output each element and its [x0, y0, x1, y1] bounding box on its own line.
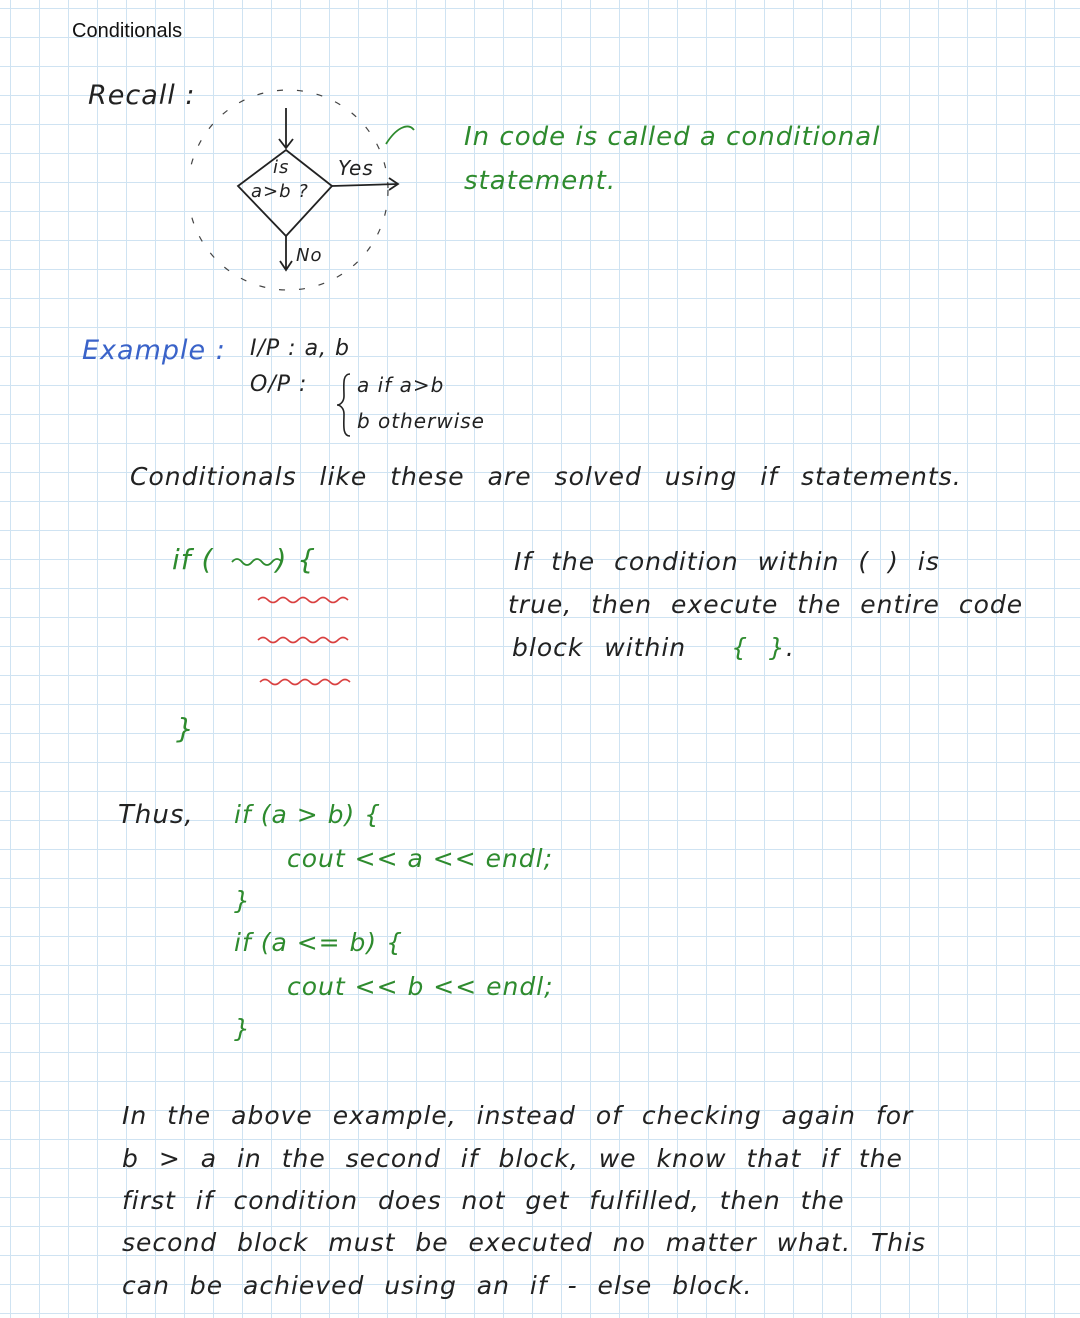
- example-input-line: I/P : a, b: [250, 336, 350, 361]
- if-template-open: if (: [172, 543, 214, 576]
- code-squiggle-1: [258, 598, 348, 603]
- placeholder-squiggles: [170, 540, 370, 690]
- recall-note-line-1: In code is called a conditional: [464, 122, 881, 152]
- explanation-line-1: If the condition within ( ) is: [514, 547, 940, 576]
- code-line: cout << a << endl;: [287, 844, 554, 873]
- explanation-line-3-braces: { }: [731, 633, 786, 662]
- code-line: }: [234, 886, 251, 915]
- paragraph-line: first if condition does not get fulfilled, then the: [122, 1186, 845, 1215]
- flowchart-no-label: No: [296, 245, 323, 266]
- paragraph-line: b > a in the second if block, we know that if the: [122, 1144, 903, 1173]
- explanation-line-2: true, then execute the entire code: [508, 590, 1024, 619]
- code-line: cout << b << endl;: [287, 972, 554, 1001]
- explanation-line-3-end: .: [785, 633, 795, 662]
- if-template-close-brace: }: [176, 712, 195, 745]
- explanation-line-3-text: block within: [512, 633, 687, 662]
- example-output-label: O/P :: [250, 372, 308, 397]
- example-output-case-2: b otherwise: [357, 409, 485, 433]
- code-line: if (a <= b) {: [234, 928, 404, 957]
- conditionals-sentence: Conditionals like these are solved using if statements.: [130, 462, 962, 491]
- flowchart-yes-label: Yes: [338, 156, 374, 180]
- flowchart-callout-arrow: [386, 126, 414, 144]
- output-brace: [334, 372, 354, 438]
- example-label: Example :: [82, 335, 226, 366]
- condition-squiggle: [232, 559, 282, 565]
- recall-label: Recall :: [88, 80, 196, 111]
- if-template-close: ) {: [275, 543, 317, 576]
- paragraph-line: In the above example, instead of checking again for: [122, 1101, 914, 1130]
- code-line: if (a > b) {: [234, 800, 382, 829]
- explanation-line-3: [512, 633, 795, 662]
- code-squiggle-3: [260, 680, 350, 685]
- flowchart-decision-condition: a>b ?: [251, 181, 309, 202]
- paragraph-line: second block must be executed no matter what. This: [122, 1228, 927, 1257]
- code-line: }: [234, 1014, 251, 1043]
- thus-label: Thus,: [118, 800, 194, 830]
- code-squiggle-2: [258, 638, 348, 643]
- flowchart-decision-top: is: [273, 157, 290, 178]
- page-title: Conditionals: [72, 20, 183, 42]
- recall-note-line-2: statement.: [464, 166, 617, 196]
- paragraph-line: can be achieved using an if - else block.: [122, 1271, 753, 1300]
- example-output-case-1: a if a>b: [357, 373, 445, 397]
